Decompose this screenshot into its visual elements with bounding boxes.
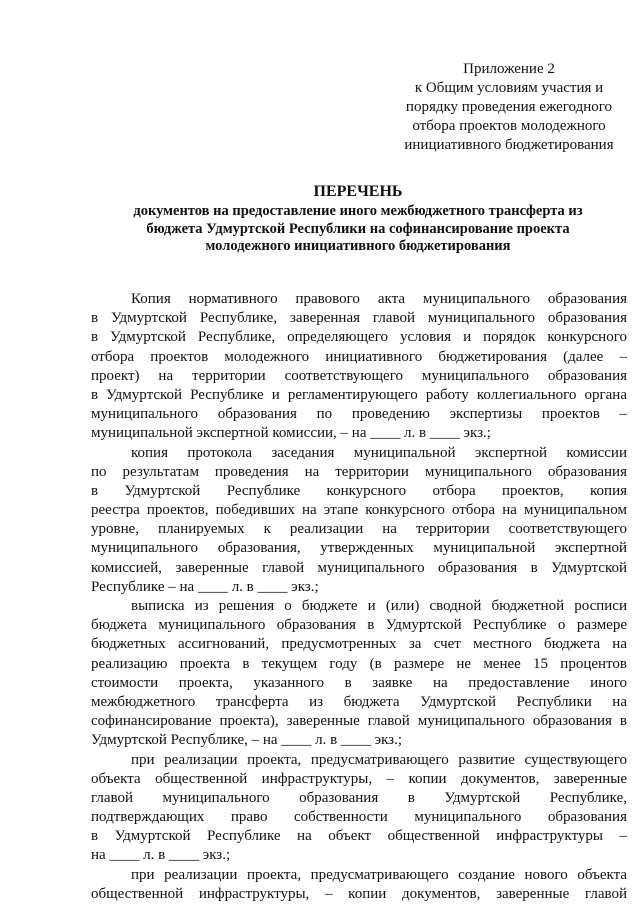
paragraph-line: при реализации проекта, предусматривающего развитие существующего bbox=[131, 751, 627, 768]
paragraph-line: Копия нормативного правового акта муниципального образования bbox=[131, 291, 627, 307]
paragraph-line: в Удмуртской Республике на объект общественной инфраструктуры – bbox=[91, 828, 627, 845]
paragraph-line: проект) на территории соответствующего муниципального образования bbox=[91, 367, 627, 384]
paragraph-line: реализацию проекта в текущем году (в размере не менее 15 процентов bbox=[91, 655, 627, 672]
paragraph-line: на ____ л. в ____ экз.; bbox=[91, 847, 231, 864]
paragraph-line: по результатам проведения на территории муниципального образования bbox=[91, 463, 627, 480]
appendix-line: порядку проведения ежегодного bbox=[405, 99, 613, 115]
paragraph-line: в Удмуртской Республике, заверенная главой муниципального образования bbox=[91, 310, 627, 327]
paragraph-line: отбора проектов молодежного инициативного бюджетирования (далее – bbox=[91, 348, 627, 365]
paragraph-line: бюджетных ассигнований, предусмотренных за счет местного бюджета на bbox=[91, 636, 627, 653]
document-title bbox=[90, 182, 626, 256]
body-paragraph bbox=[91, 444, 627, 598]
paragraph-line: в Удмуртской Республике, определяющего условия и порядок конкурсного bbox=[91, 329, 627, 346]
title-subtitle-line: документов на предоставление иного межбюджетного трансферта из bbox=[133, 203, 583, 219]
paragraph-line: подтверждающих право собственности муниципального образования bbox=[91, 809, 627, 826]
paragraph-line: Республике – на ____ л. в ____ экз.; bbox=[91, 578, 319, 595]
paragraph-line: муниципального образования по проведению экспертизы проектов – bbox=[91, 406, 627, 423]
paragraph-line: межбюджетного трансферта из бюджета Удмуртской Республики на bbox=[91, 693, 627, 710]
paragraph-line: муниципального образования, утвержденных муниципальной экспертной bbox=[91, 540, 627, 557]
title-heading: ПЕРЕЧЕНЬ bbox=[313, 183, 403, 200]
appendix-note bbox=[392, 60, 626, 155]
body-paragraph bbox=[91, 866, 627, 904]
body-paragraph bbox=[91, 751, 627, 866]
appendix-line: отбора проектов молодежного bbox=[412, 118, 606, 134]
appendix-line: инициативного бюджетирования bbox=[404, 137, 614, 153]
paragraph-line: софинансирование проекта), заверенные главой муниципального образования в bbox=[91, 713, 627, 730]
paragraph-line: реестра проектов, победивших на этапе конкурсного отбора на муниципальном bbox=[91, 502, 627, 519]
paragraph-line: копия протокола заседания муниципальной экспертной комиссии bbox=[131, 444, 627, 461]
paragraph-line: муниципальной экспертной комиссии, – на ____ л. в ____ экз.; bbox=[91, 425, 491, 442]
paragraph-line: главой муниципального образования в Удмуртской Республике, bbox=[91, 789, 627, 806]
paragraph-line: уровне, планируемых к реализации на территории соответствующего bbox=[91, 521, 627, 538]
paragraph-line: Удмуртской Республике, – на ____ л. в ____ экз.; bbox=[91, 732, 403, 749]
body-paragraph bbox=[91, 597, 627, 751]
title-subtitle-line: бюджета Удмуртской Республики на софинансирование проекта bbox=[146, 220, 570, 237]
paragraph-line: объекта общественной инфраструктуры, – копии документов, заверенные bbox=[91, 770, 627, 787]
paragraph-line: общественной инфраструктуры, – копии документов, заверенные главой bbox=[91, 885, 627, 902]
paragraph-line: стоимости проекта, указанного в заявке на предоставление иного bbox=[91, 674, 627, 691]
paragraph-line: комиссией, заверенные главой муниципального образования в Удмуртской bbox=[91, 559, 627, 576]
appendix-line: Приложение 2 bbox=[463, 61, 555, 77]
paragraph-line: выписка из решения о бюджете и (или) сводной бюджетной росписи bbox=[131, 598, 627, 614]
body-paragraph bbox=[91, 290, 627, 444]
appendix-line: к Общим условиям участия и bbox=[414, 80, 604, 96]
paragraph-line: в Удмуртской Республике конкурсного отбора проектов, копия bbox=[91, 482, 627, 499]
paragraph-line: при реализации проекта, предусматривающего создание нового объекта bbox=[131, 866, 627, 883]
paragraph-line: в Удмуртской Республике и регламентирующего работу коллегиального органа bbox=[91, 386, 627, 403]
paragraph-line: бюджета муниципального образования в Удмуртской Республике о размере bbox=[91, 617, 627, 634]
title-subtitle-line: молодежного инициативного бюджетирования bbox=[205, 238, 511, 254]
document-body bbox=[91, 290, 627, 904]
